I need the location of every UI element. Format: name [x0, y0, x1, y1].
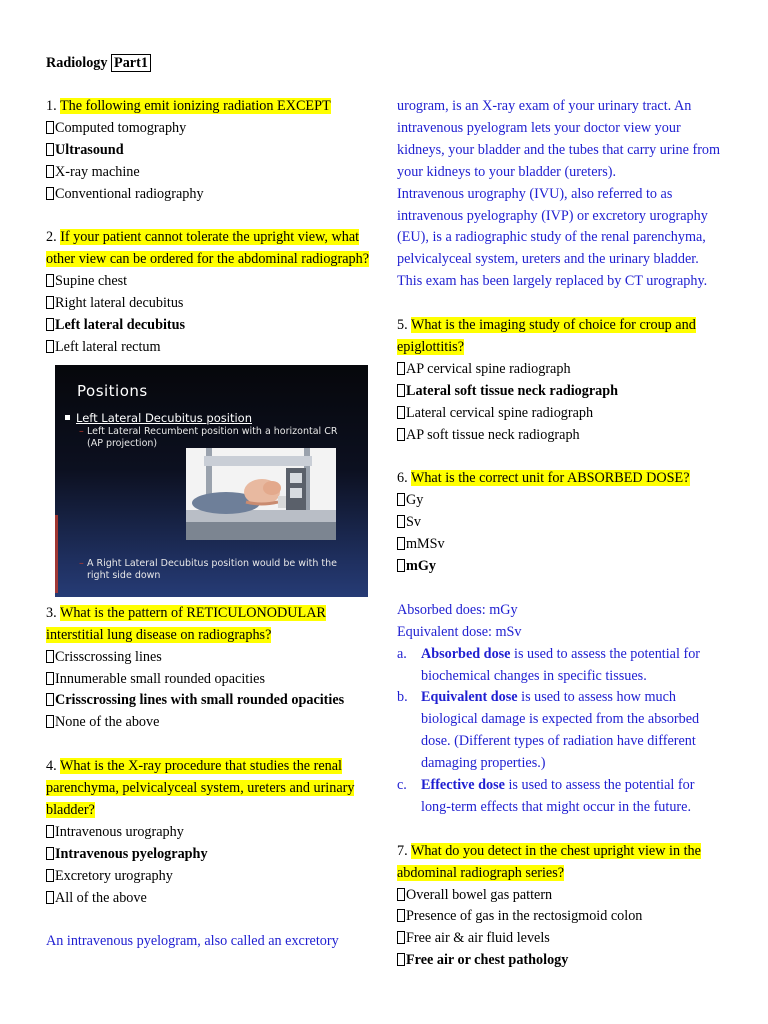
checkbox-icon	[46, 296, 54, 309]
checkbox-icon	[46, 825, 54, 838]
title-text: Radiology	[46, 55, 108, 71]
dash-icon: –	[79, 557, 84, 569]
option-4b-correct: Intravenous pyelography	[46, 844, 376, 866]
option-7b: Presence of gas in the rectosigmoid colon	[397, 906, 727, 928]
question-number: 6.	[397, 470, 411, 487]
checkbox-icon	[46, 274, 54, 287]
patient-decubitus-photo	[186, 448, 336, 540]
left-column	[46, 96, 376, 953]
checkbox-icon	[46, 847, 54, 860]
option-1d: Conventional radiography	[46, 184, 376, 206]
dose-definitions-list	[397, 644, 727, 819]
question-number: 2.	[46, 229, 61, 246]
dash-icon: –	[79, 425, 84, 437]
question-text: parenchyma, pelvicalyceal system, ureters and urinary	[46, 780, 355, 797]
option-5b-correct: Lateral soft tissue neck radiograph	[397, 381, 727, 403]
checkbox-icon	[46, 715, 54, 728]
question-text: epiglottitis?	[397, 338, 464, 355]
list-item: b. Equivalent dose is used to assess how much biological damage is expected from the absorbed dose. (Different types of radiation have different damaging properties.)	[397, 689, 700, 772]
option-7c: Free air & air fluid levels	[397, 928, 727, 950]
option-6d-correct: mGy	[397, 556, 727, 578]
q4-explanation-continued: urogram, is an X-ray exam of your urinary tract. An intravenous pyelogram lets your doctor view your kidneys, your bladder and the tubes that carry urine from your kidneys to your bladder (ureters). Intravenous urography (IVU), also referred to as intravenous pyelography (IVP) or excretory urography (EU), is a radiographic study of the renal parenchyma, pelvicalyceal system, ureters and the urinary bladder. This exam has been largely replaced by CT urography.	[397, 98, 721, 290]
option-6a: Gy	[397, 490, 727, 512]
patient-illustration	[186, 448, 336, 540]
option-1a: Computed tomography	[46, 118, 376, 140]
question-1	[46, 96, 376, 118]
checkbox-icon	[397, 909, 405, 922]
checkbox-icon	[397, 888, 405, 901]
option-5c: Lateral cervical spine radiograph	[397, 403, 727, 425]
question-number: 1.	[46, 98, 60, 114]
option-3d: None of the above	[46, 712, 376, 734]
question-number: 7.	[397, 842, 411, 859]
option-4c: Excretory urography	[46, 866, 376, 888]
checkbox-icon	[46, 340, 54, 353]
question-5	[397, 315, 727, 359]
bullet-icon	[65, 415, 70, 420]
question-2	[46, 227, 376, 271]
question-text: The following emit ionizing radiation EXCEPT	[59, 98, 331, 114]
question-text: What is the correct unit for ABSORBED DOSE?	[410, 470, 690, 487]
document-title	[46, 53, 151, 73]
checkbox-icon	[397, 384, 405, 397]
checkbox-icon	[46, 650, 54, 663]
right-column	[397, 96, 727, 972]
checkbox-icon	[397, 406, 405, 419]
question-text: bladder?	[46, 802, 95, 818]
question-text: What is the imaging study of choice for croup and	[410, 317, 696, 334]
checkbox-icon	[46, 187, 54, 200]
checkbox-icon	[46, 869, 54, 882]
question-6	[397, 468, 727, 490]
question-number: 4.	[46, 758, 60, 775]
title-part-box: Part1	[111, 54, 151, 72]
option-3c-correct: Crisscrossing lines with small rounded opacities	[46, 690, 376, 712]
option-4a: Intravenous urography	[46, 822, 376, 844]
option-2c-correct: Left lateral decubitus	[46, 315, 376, 337]
option-1c: X-ray machine	[46, 162, 376, 184]
question-number: 3.	[46, 604, 60, 621]
checkbox-icon	[397, 537, 405, 550]
positions-slide-image	[55, 365, 368, 597]
checkbox-icon	[397, 953, 405, 966]
option-7d-correct: Free air or chest pathology	[397, 950, 727, 972]
option-7a: Overall bowel gas pattern	[397, 885, 727, 907]
checkbox-icon	[46, 672, 54, 685]
checkbox-icon	[397, 362, 405, 375]
question-text: What is the X-ray procedure that studies the renal	[59, 758, 343, 775]
option-3a: Crisscrossing lines	[46, 647, 376, 669]
checkbox-icon	[397, 931, 405, 944]
checkbox-icon	[46, 121, 54, 134]
option-3b: Innumerable small rounded opacities	[46, 669, 376, 691]
checkbox-icon	[397, 493, 405, 506]
question-4	[46, 756, 376, 822]
slide-bullet-3: – A Right Lateral Decubitus position would be with the right side down	[79, 557, 338, 581]
option-5a: AP cervical spine radiograph	[397, 359, 727, 381]
question-number: 5.	[397, 317, 411, 334]
option-1b-correct: Ultrasound	[46, 140, 376, 162]
q4-explanation-start: An intravenous pyelogram, also called an excretory	[46, 933, 339, 950]
question-3	[46, 603, 376, 647]
option-6c: mMSv	[397, 534, 727, 556]
option-4d: All of the above	[46, 888, 376, 910]
checkbox-icon	[46, 693, 54, 706]
checkbox-icon	[46, 143, 54, 156]
list-item: a. Absorbed dose is used to assess the potential for biochemical changes in specific tissues.	[397, 645, 701, 684]
option-2a: Supine chest	[46, 271, 376, 293]
option-5d: AP soft tissue neck radiograph	[397, 425, 727, 447]
option-2d: Left lateral rectum	[46, 337, 376, 359]
option-2b: Right lateral decubitus	[46, 293, 376, 315]
q6-explanation: Absorbed does: mGy Equivalent dose: mSv a. Absorbed dose is used to assess the potential for biochemical changes in specific tissues. b. Equivalent dose is used to assess how much biological damage is expected from the absorbed dose. (Different types of radiation have different damaging properties.) c. Effective dose is used to assess the potential for long-term effects that might occur in the future.	[397, 600, 727, 819]
checkbox-icon	[46, 318, 54, 331]
question-text: other view can be ordered for the abdominal radiograph?	[46, 251, 370, 268]
checkbox-icon	[397, 559, 405, 572]
checkbox-icon	[46, 165, 54, 178]
slide-edge-decoration	[55, 515, 58, 593]
list-item: c. Effective dose is used to assess the potential for long-term effects that might occur in the future.	[397, 777, 695, 815]
question-text: What is the pattern of RETICULONODULAR	[59, 604, 326, 621]
checkbox-icon	[397, 515, 405, 528]
slide-title: Positions	[77, 381, 148, 400]
question-text: What do you detect in the chest upright view in the	[410, 842, 701, 859]
question-text: abdominal radiograph series?	[397, 864, 565, 881]
slide-bullet-1: Left Lateral Decubitus position	[65, 408, 252, 430]
question-7	[397, 841, 727, 885]
checkbox-icon	[397, 428, 405, 441]
question-text: interstitial lung disease on radiographs?	[46, 626, 272, 643]
checkbox-icon	[46, 891, 54, 904]
question-text: If your patient cannot tolerate the upright view, what	[60, 229, 360, 246]
option-6b: Sv	[397, 512, 727, 534]
slide-bullet-2: – Left Lateral Recumbent position with a horizontal CR (AP projection)	[79, 425, 338, 449]
